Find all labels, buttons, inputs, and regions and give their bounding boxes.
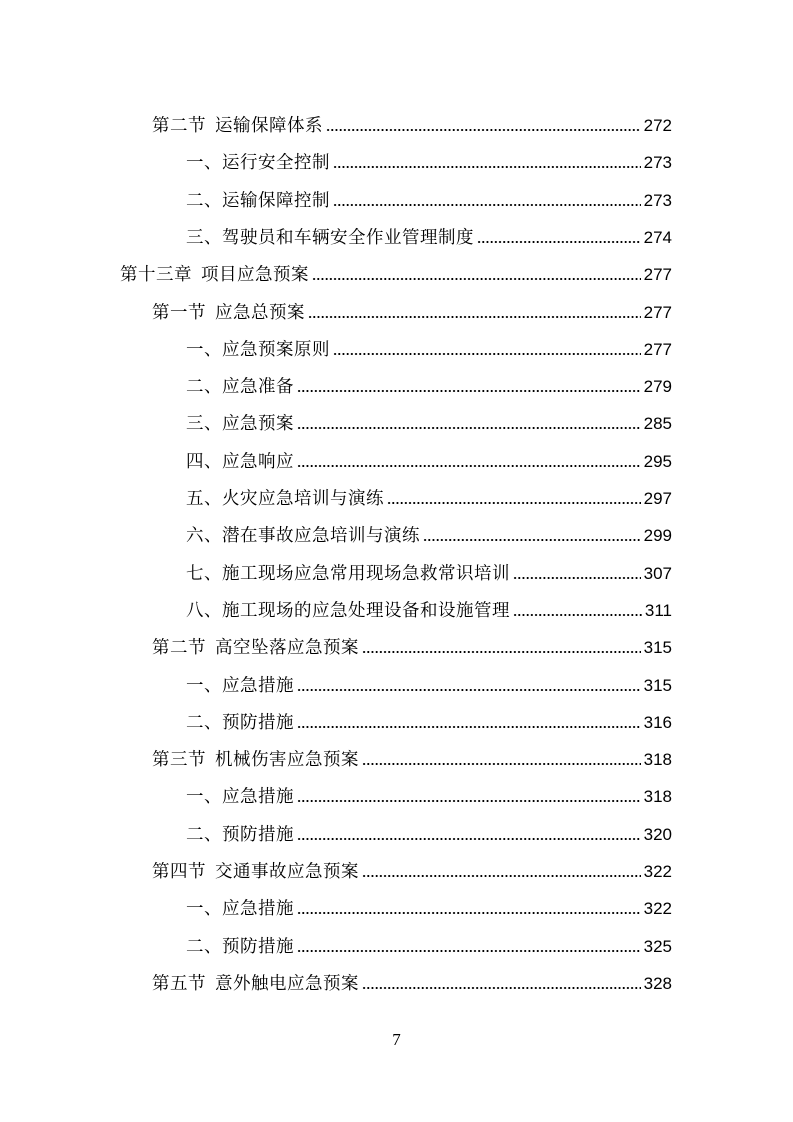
toc-entry-heading xyxy=(186,936,294,958)
dot-leader xyxy=(297,948,641,954)
toc-entry-heading xyxy=(186,451,294,473)
toc-entry-page: 295 xyxy=(643,451,672,471)
toc-entry-heading xyxy=(186,376,294,398)
toc-entry[interactable] xyxy=(186,473,672,510)
toc-entry-heading xyxy=(152,637,359,659)
toc-entry[interactable] xyxy=(120,249,672,286)
toc-entry-page: 318 xyxy=(643,787,672,807)
toc-entry-label: 一、 xyxy=(186,675,222,696)
toc-entry-page: 328 xyxy=(643,973,672,993)
dot-leader xyxy=(387,500,641,506)
toc-entry-title: 火灾应急培训与演练 xyxy=(222,489,384,509)
page-number: 7 xyxy=(392,1030,401,1049)
toc-entry-label: 八、 xyxy=(186,600,222,621)
toc-entry-page: 274 xyxy=(643,227,672,247)
toc-entry-heading xyxy=(186,190,330,212)
dot-leader xyxy=(513,575,641,581)
toc-entry-heading xyxy=(186,824,294,846)
toc-entry[interactable] xyxy=(186,510,672,547)
toc-entry[interactable] xyxy=(186,436,672,473)
dot-leader xyxy=(312,276,641,282)
toc-entry-label: 三、 xyxy=(186,414,222,435)
dot-leader xyxy=(297,687,641,693)
toc-entry-title: 应急预案 xyxy=(222,414,294,435)
toc-entry-page: 285 xyxy=(643,414,672,434)
toc-entry-title: 应急措施 xyxy=(222,899,294,920)
toc-entry-title: 意外触电应急预案 xyxy=(215,973,359,994)
dot-leader xyxy=(297,724,641,730)
toc-entry-heading xyxy=(186,675,294,697)
toc-entry-page: 277 xyxy=(643,265,672,285)
toc-entry-heading xyxy=(152,302,305,324)
toc-entry-heading xyxy=(120,264,309,286)
toc-entry-title: 应急预案原则 xyxy=(222,339,330,360)
toc-entry-label: 第五节 xyxy=(152,973,206,994)
toc-entry-label: 一、 xyxy=(186,153,222,174)
toc-entry[interactable] xyxy=(186,660,672,697)
toc-entry[interactable] xyxy=(186,398,672,435)
toc-entry-heading xyxy=(186,525,420,547)
toc-entry-label: 一、 xyxy=(186,787,222,808)
dot-leader xyxy=(333,351,641,357)
toc-entry-title: 施工现场应急常用现场急救常识培训 xyxy=(222,563,510,584)
toc-entry-page: 318 xyxy=(643,750,672,770)
dot-leader xyxy=(513,612,642,618)
dot-leader xyxy=(362,649,641,655)
toc-entry-heading xyxy=(152,115,323,137)
toc-entry-title: 预防措施 xyxy=(222,936,294,957)
toc-entry-title: 驾驶员和车辆安全作业管理制度 xyxy=(222,227,474,248)
toc-entry-label: 五、 xyxy=(186,489,222,509)
toc-entry-heading xyxy=(186,786,294,808)
toc-entry-label: 三、 xyxy=(186,227,222,248)
toc-entry-title: 运行安全控制 xyxy=(222,153,330,174)
toc-entry[interactable] xyxy=(186,883,672,920)
toc-entry[interactable] xyxy=(152,100,672,137)
toc-entry-heading xyxy=(152,749,359,771)
toc-entry-title: 应急准备 xyxy=(222,377,294,398)
toc-entry-page: 277 xyxy=(643,339,672,359)
toc-entry-page: 316 xyxy=(643,712,672,732)
toc-entry-title: 应急措施 xyxy=(222,675,294,696)
toc-entry[interactable] xyxy=(152,287,672,324)
dot-leader xyxy=(326,127,641,133)
toc-entry-label: 二、 xyxy=(186,190,222,211)
toc-entry[interactable] xyxy=(186,175,672,212)
dot-leader xyxy=(297,910,641,916)
dot-leader xyxy=(477,239,641,245)
toc-entry-heading xyxy=(186,227,474,249)
toc-entry-label: 六、 xyxy=(186,526,222,547)
toc-entry-title: 机械伤害应急预案 xyxy=(215,750,359,771)
toc-entry-page: 272 xyxy=(643,116,672,135)
toc-entry[interactable] xyxy=(186,137,672,174)
toc-entry[interactable] xyxy=(152,734,672,771)
toc-entry-title: 施工现场的应急处理设备和设施管理 xyxy=(222,600,510,621)
toc-entry-label: 第一节 xyxy=(152,302,206,323)
toc-entry-title: 潜在事故应急培训与演练 xyxy=(222,526,420,547)
toc-entry-page: 315 xyxy=(643,675,672,695)
toc-entry-title: 运输保障体系 xyxy=(215,116,323,136)
toc-entry-label: 第四节 xyxy=(152,862,206,882)
toc-entry-title: 预防措施 xyxy=(222,712,294,733)
toc-entry[interactable] xyxy=(186,697,672,734)
toc-entry-page: 297 xyxy=(643,489,672,508)
toc-entry-heading xyxy=(152,861,359,883)
toc-entry-page: 325 xyxy=(643,936,672,956)
toc-entry-label: 二、 xyxy=(186,936,222,957)
toc-entry-page: 315 xyxy=(643,638,672,658)
dot-leader xyxy=(423,537,641,543)
dot-leader xyxy=(297,798,641,804)
dot-leader xyxy=(297,388,641,394)
toc-entry-heading xyxy=(186,600,510,622)
toc-entry[interactable] xyxy=(186,809,672,846)
toc-entry-label: 第二节 xyxy=(152,638,206,659)
dot-leader xyxy=(297,425,641,431)
toc-entry-label: 二、 xyxy=(186,712,222,733)
toc-entry-page: 311 xyxy=(644,600,672,620)
toc-entry[interactable] xyxy=(186,585,672,622)
toc-entry-label: 七、 xyxy=(186,563,222,584)
toc-entry-page: 273 xyxy=(643,190,672,210)
toc-entry-heading xyxy=(186,413,294,435)
toc-entry-heading xyxy=(186,563,510,585)
toc-entry-page: 307 xyxy=(643,563,672,583)
toc-entry[interactable] xyxy=(186,921,672,958)
toc-entry-heading xyxy=(186,898,294,920)
toc-entry-title: 高空坠落应急预案 xyxy=(215,638,359,659)
toc-entry-page: 322 xyxy=(643,899,672,919)
toc-entry-page: 299 xyxy=(643,526,672,546)
toc-entry-page: 277 xyxy=(643,302,672,322)
toc-entry-label: 二、 xyxy=(186,377,222,398)
toc-entry[interactable] xyxy=(186,212,672,249)
toc-entry-label: 第十三章 xyxy=(120,265,192,286)
toc-entry-page: 322 xyxy=(643,862,672,881)
toc-entry-heading xyxy=(186,339,330,361)
toc-entry-page: 320 xyxy=(643,824,672,844)
toc-entry[interactable] xyxy=(186,771,672,808)
toc-entry[interactable] xyxy=(152,958,672,995)
toc-entry-heading xyxy=(186,712,294,734)
toc-entry-title: 应急响应 xyxy=(222,451,294,472)
toc-entry[interactable] xyxy=(186,324,672,361)
dot-leader xyxy=(333,164,641,170)
toc-entry-label: 二、 xyxy=(186,824,222,845)
toc-entry-title: 预防措施 xyxy=(222,824,294,845)
dot-leader xyxy=(362,761,641,767)
toc-entry-label: 一、 xyxy=(186,899,222,920)
toc-entry-title: 运输保障控制 xyxy=(222,190,330,211)
toc-entry-title: 应急总预案 xyxy=(215,302,305,323)
toc-entry-label: 四、 xyxy=(186,451,222,472)
dot-leader xyxy=(308,314,641,320)
toc-entry[interactable] xyxy=(186,548,672,585)
toc-entry-label: 一、 xyxy=(186,339,222,360)
toc-entry-page: 279 xyxy=(643,377,672,397)
toc-entry-page: 273 xyxy=(643,153,672,173)
toc-entry[interactable] xyxy=(152,846,672,883)
dot-leader xyxy=(297,463,641,469)
toc-entry-heading xyxy=(186,152,330,174)
toc-entry-title: 项目应急预案 xyxy=(201,265,309,286)
toc-entry-label: 第二节 xyxy=(152,116,206,136)
dot-leader xyxy=(297,836,641,842)
toc-entry-heading xyxy=(186,488,384,510)
dot-leader xyxy=(333,202,641,208)
toc-entry-heading xyxy=(152,973,359,995)
dot-leader xyxy=(362,985,641,991)
toc-entry-label: 第三节 xyxy=(152,750,206,771)
toc-entry-title: 应急措施 xyxy=(222,787,294,808)
toc-entry[interactable] xyxy=(186,361,672,398)
toc-entry-title: 交通事故应急预案 xyxy=(215,862,359,882)
dot-leader xyxy=(362,873,641,879)
toc-entry[interactable] xyxy=(152,622,672,659)
